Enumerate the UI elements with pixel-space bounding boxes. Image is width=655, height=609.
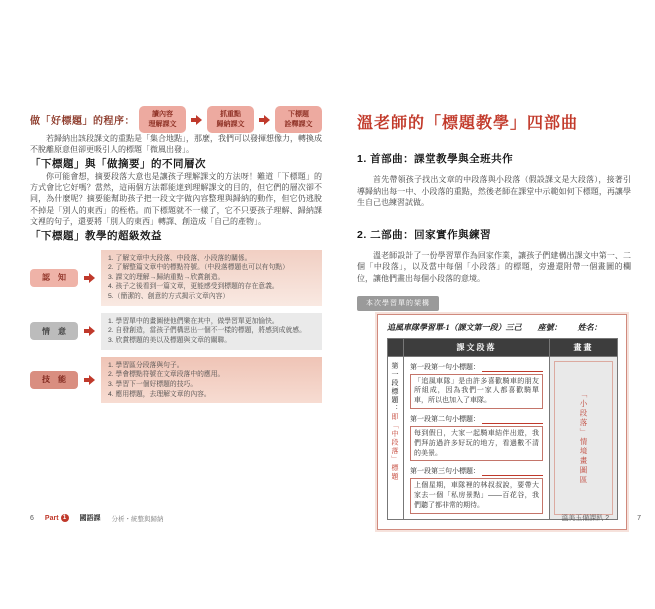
student-name-field: 姓名： bbox=[577, 322, 602, 332]
arrow-right-icon bbox=[84, 375, 95, 385]
book-title: 溫美玉備課趴 2 bbox=[561, 515, 610, 522]
sentence-group bbox=[410, 414, 543, 461]
subtitle-label bbox=[410, 466, 543, 476]
list-item: 2. 了解整篇文章中的標點符號。（中段落標題也可以有句點） bbox=[108, 264, 289, 272]
affection-label: 情 意 bbox=[30, 322, 78, 340]
blank-underline bbox=[482, 473, 543, 476]
procedure-step-pill bbox=[275, 106, 322, 133]
subtitle-label bbox=[410, 414, 543, 424]
blank-underline bbox=[482, 421, 543, 424]
worksheet-box bbox=[377, 314, 627, 530]
benefit-affection bbox=[30, 313, 322, 350]
list-item: 3. 課文的理解→歸納重點→欣賞創造。 bbox=[108, 273, 225, 281]
drawing-area bbox=[554, 361, 613, 515]
procedure-step-pill bbox=[207, 106, 254, 133]
arrow-right-icon bbox=[84, 273, 95, 283]
subtitle-label bbox=[410, 362, 543, 372]
left-footer bbox=[30, 513, 164, 523]
list-item: 4. 應用標題，去理解文章的內容。 bbox=[108, 390, 211, 398]
benefit-skill bbox=[30, 357, 322, 404]
paragraph-example: 若歸納出該段課文的重點是「集合地點」，那麼，我們可以發揮想像力，轉換成不脫離原意但卻更吸引人的標題「微風出發」。 bbox=[30, 134, 322, 155]
arrow-right-icon bbox=[259, 115, 270, 125]
worksheet-title-row bbox=[387, 322, 617, 333]
chapter-title: 溫老師的「標題教學」四部曲 bbox=[357, 115, 579, 132]
subtitle-label-text: 第一段第一句小標題： bbox=[410, 363, 480, 371]
list-item: 1. 學習單中的畫圖使他們樂在其中，做學習單更加愉快。 bbox=[108, 317, 279, 325]
affection-list bbox=[101, 313, 322, 350]
rail-label: 第一段標題： bbox=[391, 361, 398, 413]
section-heading-levels: 「下標題」與「做摘要」的不同層次 bbox=[30, 157, 206, 170]
drawing-area-note: 「小段落」情境畫圖區 bbox=[579, 390, 588, 486]
step-line1: 抓重點 bbox=[220, 110, 241, 118]
procedure-heading: 做「好標題」的程序： bbox=[30, 116, 135, 127]
part1-heading: 1. 首部曲：課堂教學與全班共作 bbox=[357, 153, 514, 165]
paragraph-title-rail bbox=[388, 356, 404, 519]
worksheet-title: 追風車隊學習單-1（課文第一段）三己 bbox=[387, 322, 522, 332]
part-number-icon: 1 bbox=[61, 514, 69, 522]
text-column-header: 課文段落 bbox=[404, 338, 550, 356]
part-label: Part bbox=[44, 514, 59, 522]
subtitle-label-text: 第一段第三句小標題： bbox=[410, 468, 480, 476]
skill-list bbox=[101, 357, 322, 404]
arrow-right-icon bbox=[191, 115, 202, 125]
subtitle-label-text: 第一段第二句小標題： bbox=[410, 415, 480, 423]
list-item: 4. 孩子之後看到一篇文章，更能感受到標題的存在意義。 bbox=[108, 283, 279, 291]
list-item: 3. 欣賞標題的美以及標題與文章的關聯。 bbox=[108, 337, 232, 344]
procedure-steps bbox=[139, 106, 322, 133]
worksheet-structure-tag: 本次學習單的架構 bbox=[357, 296, 439, 311]
part-subtitle: 分析・統整與歸納 bbox=[111, 515, 164, 523]
part-title: 國語課 bbox=[79, 515, 101, 522]
draw-column-header: 畫畫 bbox=[550, 338, 618, 356]
title-procedure bbox=[30, 106, 322, 133]
blank-underline bbox=[482, 369, 543, 372]
section-heading-benefits: 「下標題」教學的超級效益 bbox=[30, 229, 162, 242]
right-page bbox=[357, 0, 631, 530]
benefit-cognition bbox=[30, 250, 322, 306]
left-page bbox=[30, 0, 322, 403]
arrow-right-icon bbox=[84, 326, 95, 336]
right-footer bbox=[561, 513, 641, 523]
left-page-number: 6 bbox=[30, 514, 34, 522]
table-row bbox=[388, 356, 618, 519]
list-item: 2. 學會標點符號在文章段落中的應用。 bbox=[108, 371, 225, 379]
step-line1: 下標題 bbox=[288, 110, 309, 118]
step-line2: 理解課文 bbox=[148, 120, 177, 128]
sentence-group bbox=[410, 362, 543, 409]
part2-heading: 2. 二部曲：回家實作與練習 bbox=[357, 228, 492, 241]
list-item: 3. 學習下一個好標題的技巧。 bbox=[108, 380, 198, 388]
drawing-cell bbox=[550, 356, 618, 519]
sentence-text-box: 上個星期，車隊裡的林叔叔說，要帶大家去一個「私房景點」——百花谷，我們聽了都非常的期待。 bbox=[410, 478, 543, 513]
sentence-text-box: 「追風車隊」是由許多喜歡騎車的朋友所組成，因為我們一家人都喜歡騎單車，所以也加入了車隊。 bbox=[410, 374, 543, 409]
step-line2: 詮釋課文 bbox=[284, 120, 313, 128]
rail-note: 即「中段落」標題 bbox=[391, 412, 398, 481]
sentence-group bbox=[410, 466, 543, 513]
procedure-step-pill bbox=[139, 106, 186, 133]
paragraph-comparison: 你可能會想，摘要段落大意也是讓孩子理解課文的方法呀！難道「下標題」的方式會比它好嗎？當然，這兩個方法都能達到理解課文的目的，但它們的層次卻不同，為什麼呢？摘要能幫助孩子把一段文字做內容整理與歸納的動作，但它仍逃脫不掉是「別人的東西」的桎梏。而下標題就不一樣了，它不只要孩子理解、歸納課文裡的句子，還要將「別人的東西」轉譯、創造成「自己的產物」。 bbox=[30, 171, 322, 227]
list-item: 1. 了解文章中大段落、中段落、小段落的關係。 bbox=[108, 254, 252, 262]
seat-number-field: 座號： bbox=[537, 322, 562, 332]
rail-header-cell bbox=[388, 338, 404, 356]
skill-label: 技 能 bbox=[30, 371, 78, 389]
part1-body: 首先帶領孩子找出文章的中段落與小段落（假設課文是大段落），接著引導歸納出每一中、小段落的重點，然後老師在課堂中示範如何下標題，再讓學生自己也練習試做。 bbox=[357, 175, 631, 208]
cognition-list bbox=[101, 250, 322, 306]
sentence-text-box: 每到假日，大家一起騎車結伴出遊，我們拜訪過許多好玩的地方，看過數不清的美景。 bbox=[410, 426, 543, 461]
worksheet-table bbox=[387, 338, 618, 520]
right-page-number: 7 bbox=[637, 514, 641, 522]
list-item: 1. 學習區分段落與句子。 bbox=[108, 361, 184, 369]
step-line1: 讀內容 bbox=[152, 110, 173, 118]
part2-body: 溫老師設計了一份學習單作為回家作業，讓孩子們建構出課文中第一、二個「中段落」，以及當中每個「小段落」的標題，旁邊還附帶一個畫圖的欄位，讓他們畫出每個小段落的意境。 bbox=[357, 250, 631, 283]
list-item: 5.（簡潔的、創意的方式揭示文章內容） bbox=[108, 293, 230, 301]
sentence-cells bbox=[404, 356, 550, 519]
table-header-row bbox=[388, 338, 618, 356]
part-badge bbox=[45, 514, 69, 522]
step-line2: 歸納課文 bbox=[216, 120, 245, 128]
cognition-label: 認 知 bbox=[30, 269, 78, 287]
list-item: 2. 自發創造，當孩子們構思出一個不一樣的標題，將感到成就感。 bbox=[108, 327, 306, 335]
